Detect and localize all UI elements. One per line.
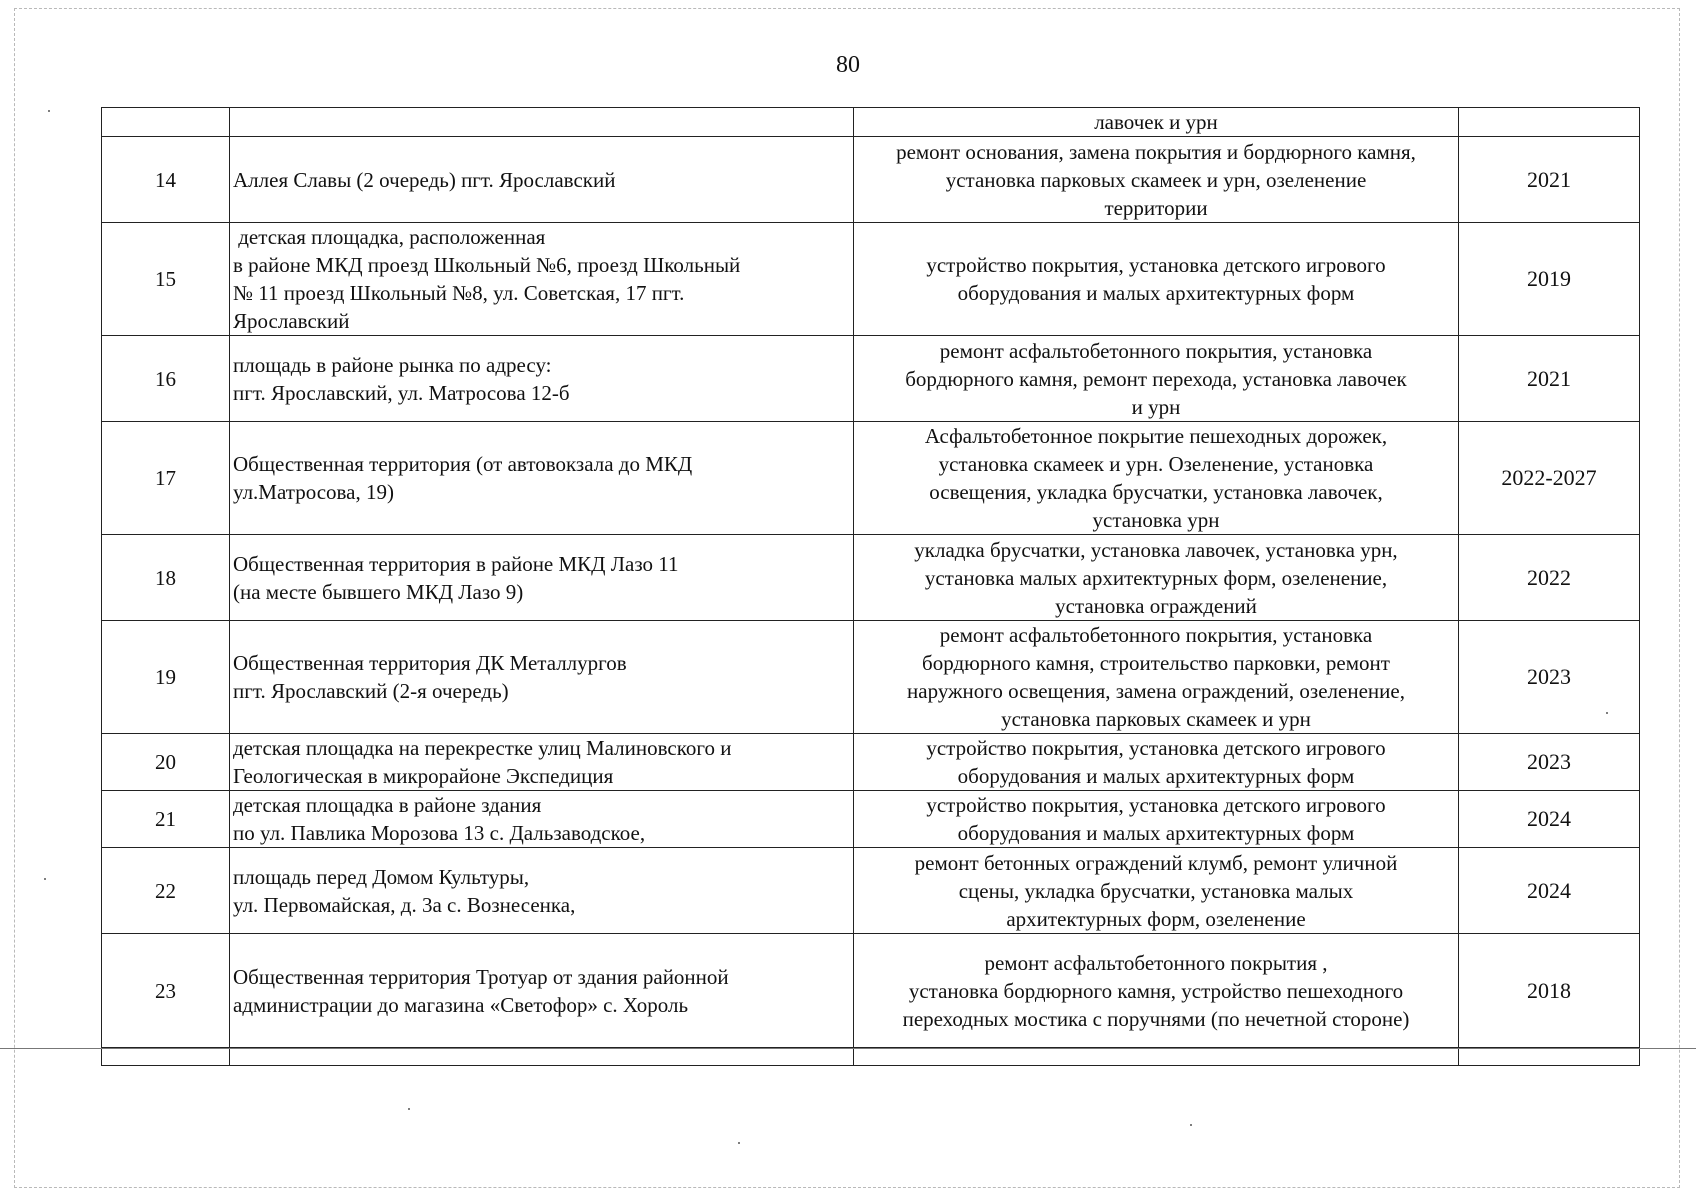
year-cell <box>1459 1048 1640 1066</box>
territory-name-cell <box>230 934 854 1048</box>
table-row <box>102 621 1640 734</box>
work-description-line: Асфальтобетонное покрытие пешеходных дорожек, <box>924 424 1388 448</box>
table-row <box>102 108 1640 137</box>
work-description-cell <box>854 848 1459 934</box>
work-description-line: ремонт асфальтобетонного покрытия, установка <box>939 623 1373 647</box>
year-cell: 2022 <box>1459 535 1640 621</box>
improvement-table <box>101 107 1640 1066</box>
territory-name-line: площадь в районе рынка по адресу: <box>233 352 552 377</box>
territory-name-line: Геологическая в микрорайоне Экспедиция <box>233 764 614 788</box>
work-description-line: устройство покрытия, установка детского игрового <box>926 736 1386 760</box>
territory-name-line: по ул. Павлика Морозова 13 с. Дальзаводское, <box>233 821 646 845</box>
table-row <box>102 1048 1640 1066</box>
territory-name-line: Общественная территория Тротуар от здания районной <box>233 964 729 989</box>
row-number: 20 <box>102 734 230 791</box>
work-description-line: наружного освещения, замена ограждений, озеленение, <box>907 679 1405 703</box>
territory-name-cell <box>230 848 854 934</box>
territory-name-cell <box>230 734 854 791</box>
work-description-cell <box>854 108 1459 137</box>
row-number: 16 <box>102 336 230 422</box>
work-description-line: и урн <box>1131 394 1181 419</box>
territory-name-line: (на месте бывшего МКД Лазо 9) <box>233 579 524 604</box>
work-description-line: территории <box>1104 195 1208 220</box>
scan-speck <box>1190 1124 1192 1126</box>
work-description-line: освещения, укладка брусчатки, установка лавочек, <box>929 480 1383 504</box>
table-row <box>102 223 1640 336</box>
work-description-line: лавочек и урн <box>1094 110 1218 134</box>
territory-name-cell <box>230 336 854 422</box>
territory-name-line: Общественная территория в районе МКД Лазо 11 <box>233 551 679 576</box>
territory-name-line: Общественная территория (от автовокзала до МКД <box>233 452 693 476</box>
row-number: 15 <box>102 223 230 336</box>
row-number: 22 <box>102 848 230 934</box>
work-description-line: бордюрного камня, строительство парковки, ремонт <box>922 651 1390 675</box>
territory-name-line: пгт. Ярославский (2-я очередь) <box>233 679 509 703</box>
work-description-line: установка парковых скамеек и урн, озеленение <box>945 167 1367 192</box>
work-description-line: оборудования и малых архитектурных форм <box>957 821 1355 845</box>
page-number: 80 <box>836 52 860 78</box>
year-cell: 2018 <box>1459 934 1640 1048</box>
territory-name-line: детская площадка на перекрестке улиц Малиновского и <box>233 736 732 760</box>
scan-speck <box>408 1108 410 1110</box>
territory-name-line: № 11 проезд Школьный №8, ул. Советская, 17 пгт. <box>233 281 685 305</box>
year-cell: 2019 <box>1459 223 1640 336</box>
territory-name-line: Ярославский <box>233 309 350 333</box>
work-description-line: архитектурных форм, озеленение <box>1006 906 1306 931</box>
territory-name-cell <box>230 223 854 336</box>
year-cell: 2024 <box>1459 791 1640 848</box>
work-description-line: устройство покрытия, установка детского игрового <box>926 793 1386 817</box>
territory-name-cell <box>230 137 854 223</box>
work-description-line: ремонт основания, замена покрытия и бордюрного камня, <box>896 139 1416 164</box>
territory-name-line: ул.Матросова, 19) <box>233 480 394 504</box>
table-row <box>102 934 1640 1048</box>
year-cell: 2024 <box>1459 848 1640 934</box>
work-description-cell <box>854 1048 1459 1066</box>
work-description-line: сцены, укладка брусчатки, установка малых <box>958 878 1354 903</box>
territory-name-line: площадь перед Домом Культуры, <box>233 864 530 889</box>
work-description-line: установка скамеек и урн. Озеленение, установка <box>938 452 1374 476</box>
territory-name-cell <box>230 1048 854 1066</box>
scan-speck <box>44 878 46 880</box>
table-row <box>102 734 1640 791</box>
year-cell: 2023 <box>1459 621 1640 734</box>
territory-name-cell <box>230 621 854 734</box>
work-description-cell <box>854 336 1459 422</box>
scan-line <box>0 1048 1696 1049</box>
territory-name-line: администрации до магазина «Светофор» с. Хороль <box>233 992 689 1017</box>
table-row <box>102 791 1640 848</box>
row-number: 23 <box>102 934 230 1048</box>
year-cell: 2023 <box>1459 734 1640 791</box>
work-description-line: укладка брусчатки, установка лавочек, установка урн, <box>914 537 1398 562</box>
work-description-line: установка бордюрного камня, устройство пешеходного <box>908 978 1404 1003</box>
work-description-line: установка урн <box>1092 508 1220 532</box>
scan-speck <box>48 110 50 112</box>
work-description-cell <box>854 422 1459 535</box>
territory-name-line: в районе МКД проезд Школьный №6, проезд Школьный <box>233 253 741 277</box>
row-number: 14 <box>102 137 230 223</box>
year-cell: 2021 <box>1459 137 1640 223</box>
work-description-cell <box>854 223 1459 336</box>
work-description-cell <box>854 791 1459 848</box>
row-number: 17 <box>102 422 230 535</box>
work-description-cell <box>854 734 1459 791</box>
territory-name-line: детская площадка в районе здания <box>233 793 542 817</box>
work-description-line: оборудования и малых архитектурных форм <box>957 281 1355 305</box>
territory-name-line: ул. Первомайская, д. 3а с. Вознесенка, <box>233 892 576 917</box>
year-cell: 2022-2027 <box>1459 422 1640 535</box>
scan-speck <box>1606 712 1608 714</box>
work-description-cell <box>854 535 1459 621</box>
work-description-line: ремонт бетонных ограждений клумб, ремонт уличной <box>914 850 1398 875</box>
territory-name-line: Аллея Славы (2 очередь) пгт. Ярославский <box>233 167 616 192</box>
row-number <box>102 108 230 137</box>
table-row <box>102 137 1640 223</box>
work-description-line: установка малых архитектурных форм, озеленение, <box>924 565 1388 590</box>
row-number <box>102 1048 230 1066</box>
scan-speck <box>738 1142 740 1144</box>
work-description-line: установка парковых скамеек и урн <box>1001 707 1311 731</box>
work-description-line: ремонт асфальтобетонного покрытия , <box>984 950 1328 975</box>
work-description-cell <box>854 934 1459 1048</box>
table-row <box>102 422 1640 535</box>
territory-name-line: пгт. Ярославский, ул. Матросова 12-б <box>233 380 570 405</box>
territory-name-cell <box>230 108 854 137</box>
work-description-cell <box>854 621 1459 734</box>
work-description-line: переходных мостика с поручнями (по нечетной стороне) <box>902 1006 1410 1031</box>
territory-name-cell <box>230 535 854 621</box>
territory-name-cell <box>230 422 854 535</box>
row-number: 21 <box>102 791 230 848</box>
territory-name-line: детская площадка, расположенная <box>233 225 546 249</box>
work-description-line: бордюрного камня, ремонт перехода, установка лавочек <box>905 366 1407 391</box>
year-cell <box>1459 108 1640 137</box>
territory-name-line: Общественная территория ДК Металлургов <box>233 651 627 675</box>
work-description-line: устройство покрытия, установка детского игрового <box>926 253 1386 277</box>
territory-name-cell <box>230 791 854 848</box>
row-number: 19 <box>102 621 230 734</box>
row-number: 18 <box>102 535 230 621</box>
work-description-line: оборудования и малых архитектурных форм <box>957 764 1355 788</box>
table-row <box>102 535 1640 621</box>
year-cell: 2021 <box>1459 336 1640 422</box>
work-description-line: ремонт асфальтобетонного покрытия, установка <box>939 338 1373 363</box>
work-description-cell <box>854 137 1459 223</box>
work-description-line: установка ограждений <box>1055 593 1257 618</box>
table-row <box>102 336 1640 422</box>
table-row <box>102 848 1640 934</box>
